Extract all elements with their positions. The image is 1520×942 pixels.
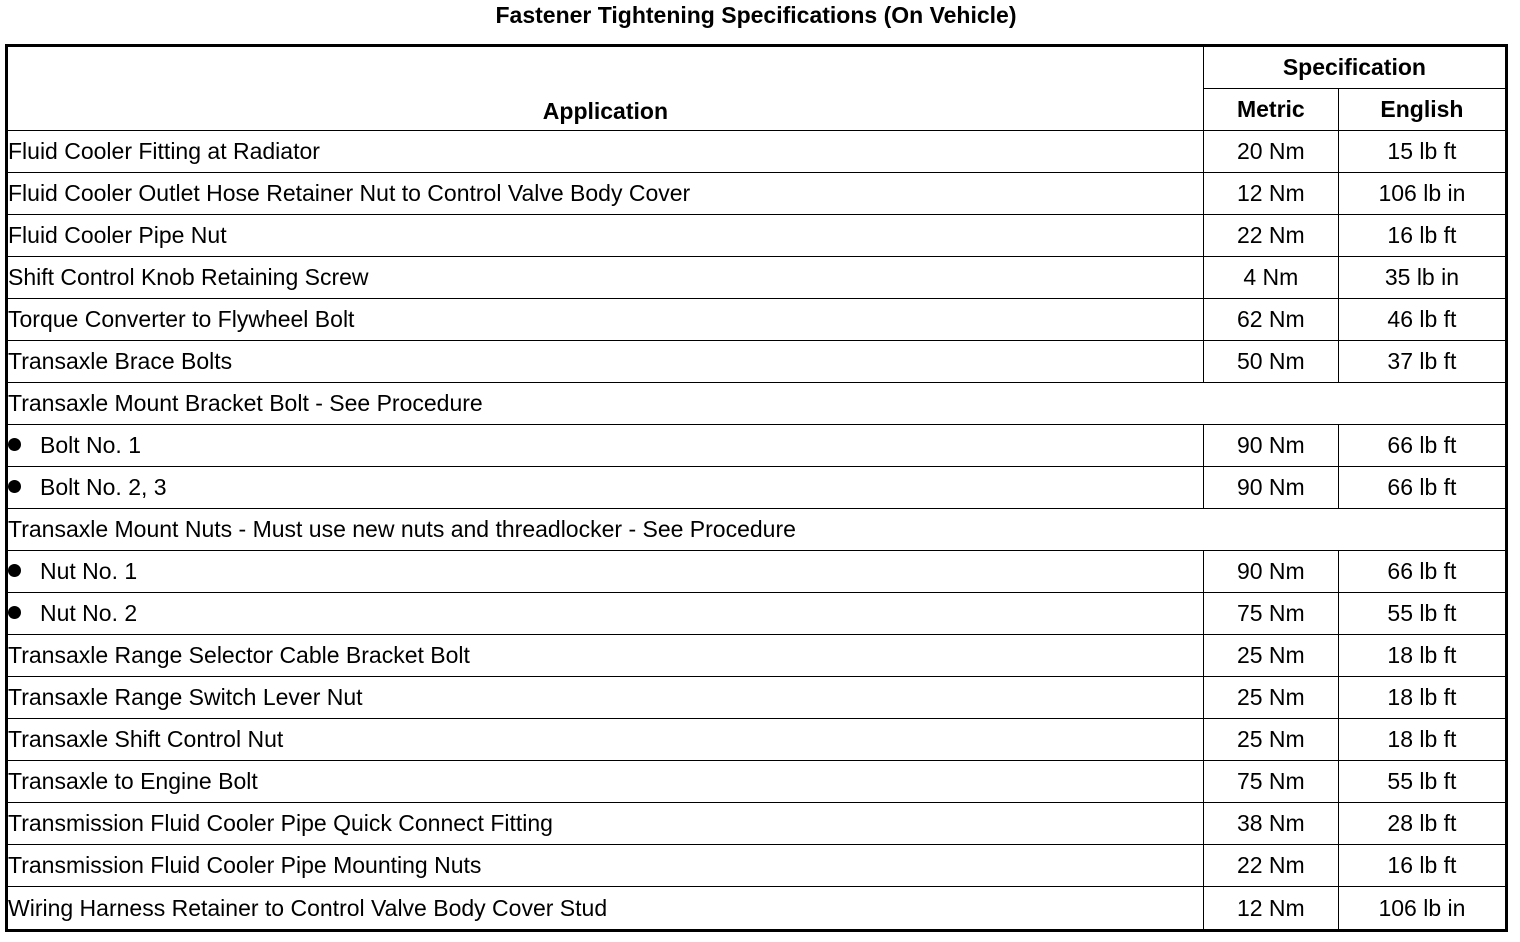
metric-cell: 12 Nm xyxy=(1203,887,1338,931)
application-cell: Wiring Harness Retainer to Control Valve Body Cover Stud xyxy=(7,887,1204,931)
application-cell: Transaxle Brace Bolts xyxy=(7,341,1204,383)
metric-cell: 25 Nm xyxy=(1203,719,1338,761)
english-cell: 106 lb in xyxy=(1338,173,1506,215)
application-cell: Shift Control Knob Retaining Screw xyxy=(7,257,1204,299)
table-row xyxy=(7,677,1507,719)
bullet-icon xyxy=(8,564,21,577)
application-cell: Fluid Cooler Pipe Nut xyxy=(7,215,1204,257)
table-row xyxy=(7,299,1507,341)
english-cell: 66 lb ft xyxy=(1338,467,1506,509)
application-header: Application xyxy=(7,46,1204,131)
table-row xyxy=(7,719,1507,761)
english-cell: 18 lb ft xyxy=(1338,719,1506,761)
english-cell: 66 lb ft xyxy=(1338,551,1506,593)
application-cell: Transaxle Range Switch Lever Nut xyxy=(7,677,1204,719)
english-cell: 18 lb ft xyxy=(1338,635,1506,677)
metric-cell: 90 Nm xyxy=(1203,425,1338,467)
table-row xyxy=(7,887,1507,931)
metric-cell: 75 Nm xyxy=(1203,593,1338,635)
application-cell: Transmission Fluid Cooler Pipe Mounting Nuts xyxy=(7,845,1204,887)
table-row xyxy=(7,761,1507,803)
english-cell: 35 lb in xyxy=(1338,257,1506,299)
sub-item-label: Nut No. 2 xyxy=(40,600,138,626)
table-row xyxy=(7,341,1507,383)
metric-cell: 75 Nm xyxy=(1203,761,1338,803)
table-row xyxy=(7,803,1507,845)
metric-cell: 25 Nm xyxy=(1203,677,1338,719)
table-sub-row xyxy=(7,593,1507,635)
application-cell xyxy=(7,425,1204,467)
english-cell: 16 lb ft xyxy=(1338,215,1506,257)
metric-cell: 90 Nm xyxy=(1203,551,1338,593)
application-cell: Transaxle Range Selector Cable Bracket Bolt xyxy=(7,635,1204,677)
english-cell: 55 lb ft xyxy=(1338,593,1506,635)
english-cell: 66 lb ft xyxy=(1338,425,1506,467)
bullet-icon xyxy=(8,438,21,451)
application-cell: Fluid Cooler Outlet Hose Retainer Nut to Control Valve Body Cover xyxy=(7,173,1204,215)
application-cell: Transaxle Shift Control Nut xyxy=(7,719,1204,761)
metric-header: Metric xyxy=(1203,89,1338,131)
application-cell: Transmission Fluid Cooler Pipe Quick Connect Fitting xyxy=(7,803,1204,845)
specification-header: Specification xyxy=(1203,46,1506,89)
bullet-icon xyxy=(8,480,21,493)
metric-cell: 12 Nm xyxy=(1203,173,1338,215)
page-title: Fastener Tightening Specifications (On Vehicle) xyxy=(495,2,1017,28)
table-row xyxy=(7,173,1507,215)
english-cell: 106 lb in xyxy=(1338,887,1506,931)
table-sub-row xyxy=(7,467,1507,509)
metric-cell: 38 Nm xyxy=(1203,803,1338,845)
english-cell: 55 lb ft xyxy=(1338,761,1506,803)
metric-cell: 20 Nm xyxy=(1203,131,1338,173)
table-row xyxy=(7,131,1507,173)
table-row xyxy=(7,845,1507,887)
application-cell xyxy=(7,467,1204,509)
bullet-icon xyxy=(8,606,21,619)
english-header: English xyxy=(1338,89,1506,131)
metric-cell: 25 Nm xyxy=(1203,635,1338,677)
english-cell: 18 lb ft xyxy=(1338,677,1506,719)
english-cell: 28 lb ft xyxy=(1338,803,1506,845)
table-sub-row xyxy=(7,551,1507,593)
table-group-row xyxy=(7,509,1507,551)
fastener-spec-table xyxy=(5,44,1508,932)
application-cell: Torque Converter to Flywheel Bolt xyxy=(7,299,1204,341)
application-cell xyxy=(7,551,1204,593)
application-cell: Fluid Cooler Fitting at Radiator xyxy=(7,131,1204,173)
table-row xyxy=(7,635,1507,677)
metric-cell: 62 Nm xyxy=(1203,299,1338,341)
metric-cell: 22 Nm xyxy=(1203,845,1338,887)
metric-cell: 22 Nm xyxy=(1203,215,1338,257)
sub-item-label: Bolt No. 1 xyxy=(40,432,141,458)
sub-item-label: Nut No. 1 xyxy=(40,558,138,584)
english-cell: 16 lb ft xyxy=(1338,845,1506,887)
group-heading-cell: Transaxle Mount Bracket Bolt - See Procedure xyxy=(7,383,1507,425)
application-cell xyxy=(7,593,1204,635)
english-cell: 15 lb ft xyxy=(1338,131,1506,173)
metric-cell: 50 Nm xyxy=(1203,341,1338,383)
english-cell: 46 lb ft xyxy=(1338,299,1506,341)
table-group-row xyxy=(7,383,1507,425)
table-row xyxy=(7,215,1507,257)
group-heading-cell: Transaxle Mount Nuts - Must use new nuts and threadlocker - See Procedure xyxy=(7,509,1507,551)
table-sub-row xyxy=(7,425,1507,467)
metric-cell: 90 Nm xyxy=(1203,467,1338,509)
metric-cell: 4 Nm xyxy=(1203,257,1338,299)
application-cell: Transaxle to Engine Bolt xyxy=(7,761,1204,803)
sub-item-label: Bolt No. 2, 3 xyxy=(40,474,167,500)
table-row xyxy=(7,257,1507,299)
english-cell: 37 lb ft xyxy=(1338,341,1506,383)
